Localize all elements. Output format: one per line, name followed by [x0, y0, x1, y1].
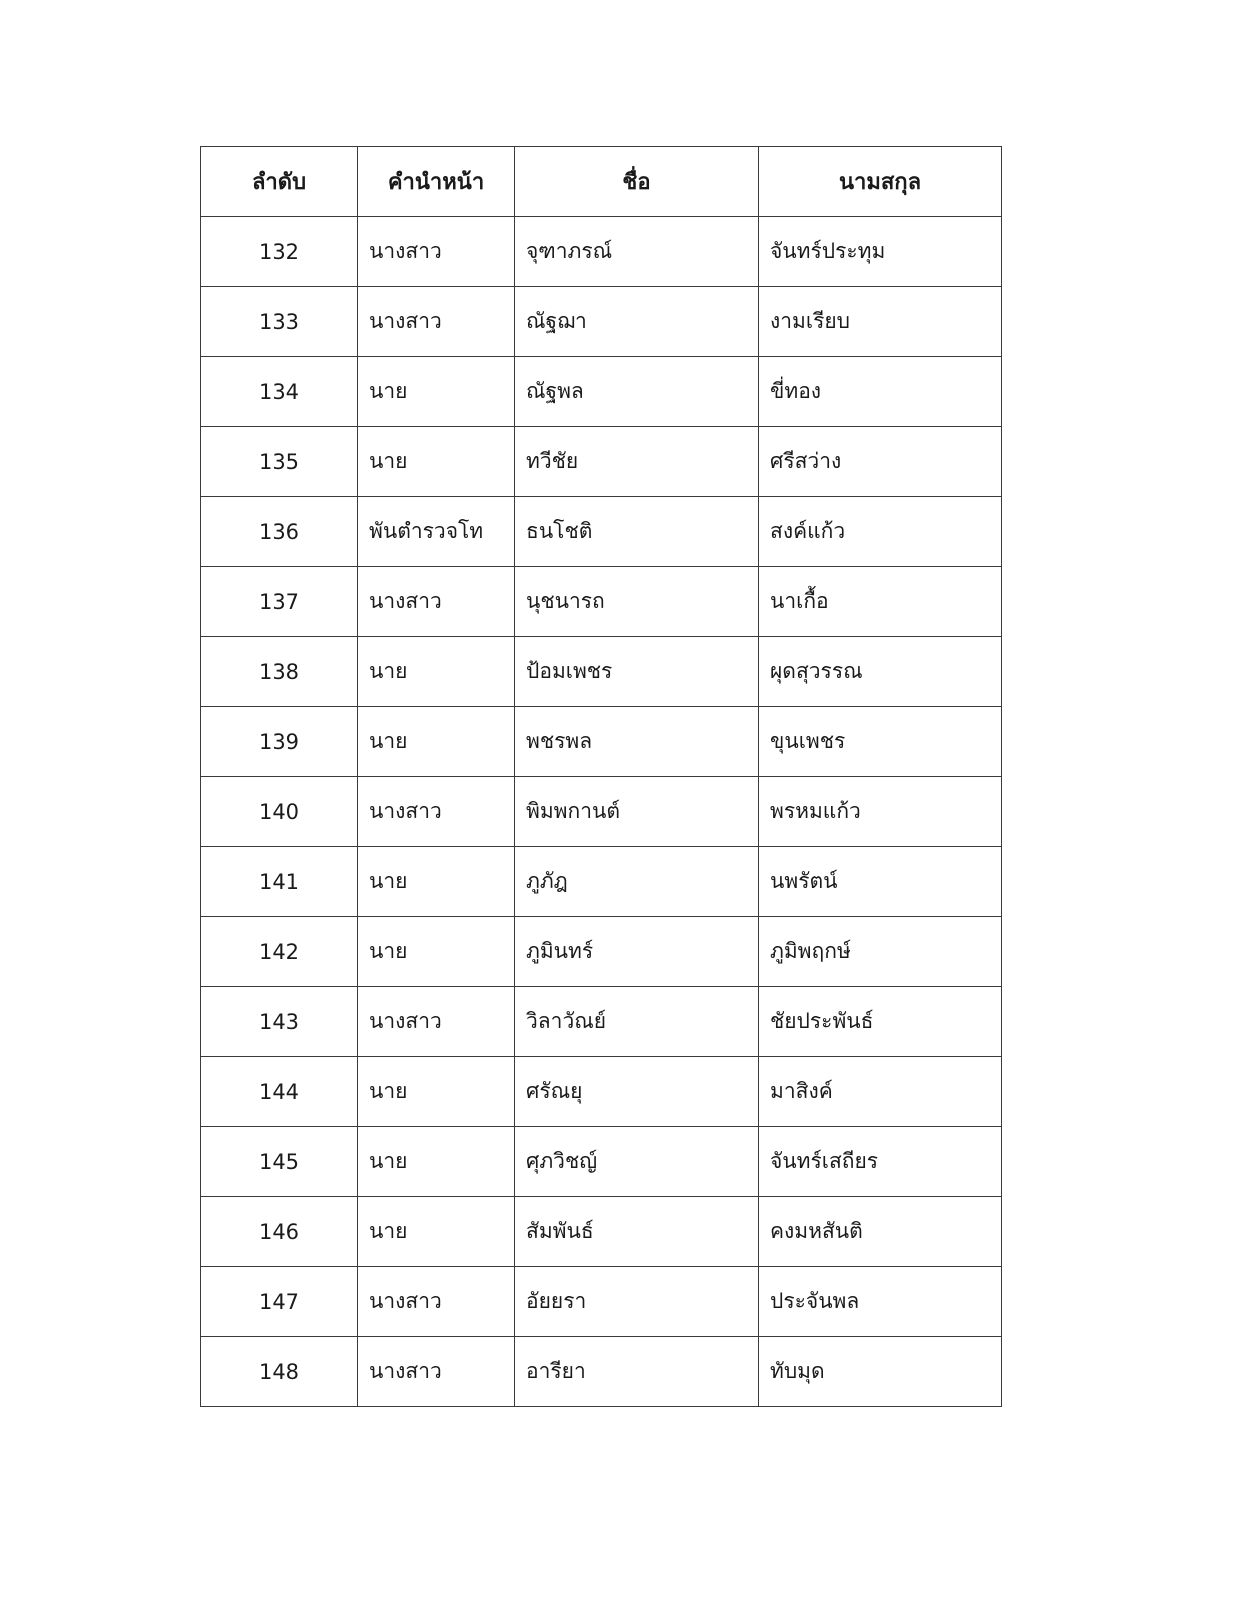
cell-prefix: นาย [358, 917, 515, 987]
cell-last-name: ชัยประพันธ์ [759, 987, 1002, 1057]
cell-first-name: พิมพกานต์ [515, 777, 759, 847]
cell-prefix: นางสาว [358, 217, 515, 287]
cell-order: 139 [201, 707, 358, 777]
cell-order: 145 [201, 1127, 358, 1197]
table-row [201, 1127, 1002, 1197]
cell-first-name: ภูมินทร์ [515, 917, 759, 987]
cell-order: 137 [201, 567, 358, 637]
cell-prefix: นางสาว [358, 1337, 515, 1407]
cell-first-name: ทวีชัย [515, 427, 759, 497]
header-first-name: ชื่อ [515, 147, 759, 217]
header-row [201, 147, 1002, 217]
table-row [201, 567, 1002, 637]
table-row [201, 777, 1002, 847]
cell-prefix: พันตำรวจโท [358, 497, 515, 567]
cell-order: 144 [201, 1057, 358, 1127]
cell-prefix: นางสาว [358, 987, 515, 1057]
cell-last-name: ศรีสว่าง [759, 427, 1002, 497]
cell-order: 138 [201, 637, 358, 707]
cell-prefix: นาย [358, 637, 515, 707]
cell-prefix: นาย [358, 707, 515, 777]
cell-order: 135 [201, 427, 358, 497]
table-row [201, 637, 1002, 707]
cell-order: 141 [201, 847, 358, 917]
cell-first-name: อัยยรา [515, 1267, 759, 1337]
table-row [201, 1337, 1002, 1407]
cell-first-name: ป้อมเพชร [515, 637, 759, 707]
table-row [201, 1197, 1002, 1267]
table-row [201, 987, 1002, 1057]
table-row [201, 1057, 1002, 1127]
cell-first-name: อารียา [515, 1337, 759, 1407]
table-header [201, 147, 1002, 217]
cell-last-name: นพรัตน์ [759, 847, 1002, 917]
cell-first-name: ธนโชติ [515, 497, 759, 567]
table-row [201, 1267, 1002, 1337]
table-row [201, 217, 1002, 287]
cell-prefix: นาย [358, 427, 515, 497]
cell-prefix: นางสาว [358, 1267, 515, 1337]
cell-last-name: จันทร์เสถียร [759, 1127, 1002, 1197]
cell-last-name: สงค์แก้ว [759, 497, 1002, 567]
cell-order: 142 [201, 917, 358, 987]
cell-last-name: ประจันพล [759, 1267, 1002, 1337]
cell-prefix: นาย [358, 357, 515, 427]
cell-order: 134 [201, 357, 358, 427]
cell-order: 136 [201, 497, 358, 567]
cell-last-name: พรหมแก้ว [759, 777, 1002, 847]
cell-first-name: ศรัณยุ [515, 1057, 759, 1127]
cell-prefix: นาย [358, 847, 515, 917]
table-row [201, 497, 1002, 567]
cell-first-name: วิลาวัณย์ [515, 987, 759, 1057]
cell-first-name: ศุภวิชญ์ [515, 1127, 759, 1197]
cell-first-name: จุฑาภรณ์ [515, 217, 759, 287]
cell-prefix: นางสาว [358, 287, 515, 357]
cell-prefix: นาย [358, 1057, 515, 1127]
cell-last-name: มาสิงค์ [759, 1057, 1002, 1127]
cell-first-name: นุชนารถ [515, 567, 759, 637]
table-row [201, 917, 1002, 987]
cell-order: 146 [201, 1197, 358, 1267]
cell-first-name: พชรพล [515, 707, 759, 777]
table-row [201, 427, 1002, 497]
table-row [201, 357, 1002, 427]
cell-prefix: นางสาว [358, 567, 515, 637]
cell-first-name: สัมพันธ์ [515, 1197, 759, 1267]
cell-prefix: นาย [358, 1127, 515, 1197]
name-list-table [200, 146, 1002, 1407]
cell-last-name: ภูมิพฤกษ์ [759, 917, 1002, 987]
cell-prefix: นางสาว [358, 777, 515, 847]
cell-order: 143 [201, 987, 358, 1057]
cell-last-name: นาเกื้อ [759, 567, 1002, 637]
header-prefix: คำนำหน้า [358, 147, 515, 217]
cell-first-name: ณัฐฌา [515, 287, 759, 357]
cell-last-name: จันทร์ประทุม [759, 217, 1002, 287]
cell-last-name: งามเรียบ [759, 287, 1002, 357]
cell-last-name: ผุดสุวรรณ [759, 637, 1002, 707]
table-body [201, 217, 1002, 1407]
cell-prefix: นาย [358, 1197, 515, 1267]
cell-last-name: ทับมุด [759, 1337, 1002, 1407]
cell-order: 140 [201, 777, 358, 847]
cell-first-name: ณัฐพล [515, 357, 759, 427]
cell-first-name: ภูภัฎ [515, 847, 759, 917]
cell-order: 148 [201, 1337, 358, 1407]
table-row [201, 707, 1002, 777]
table-row [201, 287, 1002, 357]
cell-last-name: ขุนเพชร [759, 707, 1002, 777]
header-order: ลำดับ [201, 147, 358, 217]
cell-order: 133 [201, 287, 358, 357]
cell-order: 132 [201, 217, 358, 287]
cell-last-name: ขี่ทอง [759, 357, 1002, 427]
cell-last-name: คงมหสันติ [759, 1197, 1002, 1267]
table-row [201, 847, 1002, 917]
header-last-name: นามสกุล [759, 147, 1002, 217]
cell-order: 147 [201, 1267, 358, 1337]
